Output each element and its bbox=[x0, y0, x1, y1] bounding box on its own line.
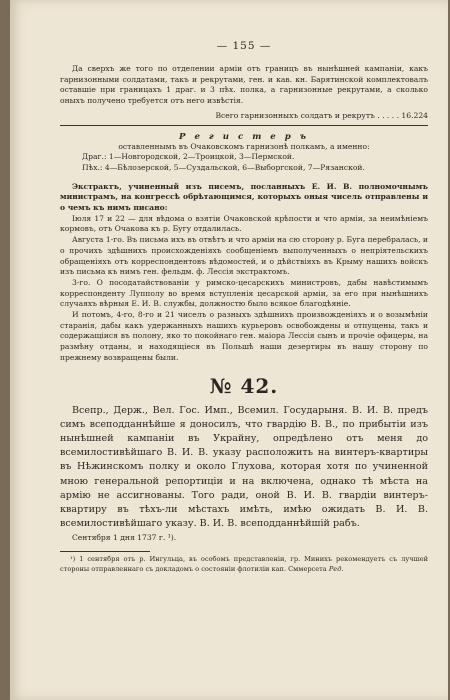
intro-paragraph: Да сверхъ же того по отделении армiи отъ границъ въ нынѣшней кампанiи, какъ гарнизонными солдатами, такъ и рекрутами, ген. и кав. кн. Барятинской комплектовалъ оставшiе при границахъ 1 драг. и 3 пѣх. полка, а гарнизонные рекрутами, а сколько оныхъ получено требуется отъ него извѣстiя. bbox=[60, 64, 428, 106]
letter-date: Сентября 1 дня 1737 г. ¹). bbox=[72, 533, 177, 543]
footnote-text: ¹) 1 сентября отъ р. Ингульца, въ особомъ представленiи, гр. Минихъ рекомендуетъ съ лучшей стороны отправленнаго съ докладомъ о состоянiи флотилiи кап. Сммерсета bbox=[60, 555, 428, 573]
total-line: Всего гарнизонныхъ солдатъ и рекрутъ . . . . . 16.224 bbox=[215, 110, 428, 120]
page-number: — 155 — bbox=[216, 40, 272, 52]
letter-text: Всепр., Держ., Вел. Гос. Имп., Всемил. Государыня. В. И. В. предъ симъ всеподданнѣйше я доносилъ, что гвардiю В. В., по прибытiи изъ нынѣшней кампанiи въ Украйну, опредѣлено отъ меня до всемилостивѣйшаго В. И. В. указу расположить на винтеръ-квартиры въ Нѣжинскомъ полку и около Глухова, которая хотя по учиненной мною генеральной репортицiи и на включена, однако тѣ мѣста на армiю не ассигнованы. Того ради, оной В. И. В. гвардiи винтеръ-квартиру въ тѣхъ-ли мѣстахъ имѣть, имѣю ожидать В. И. В. всемилостивѣйшаго указу. В. И. В. всеподданнѣйшiй рабъ. bbox=[60, 404, 428, 530]
footnote-editor-mark: Ред. bbox=[328, 564, 344, 573]
extract-paragraph: Iюля 17 и 22 — для вѣдома о взятiи Очаковской крѣпости и что армiи, за неимѣнiемъ кормовъ, отъ Очакова къ р. Бугу отдалилась. bbox=[60, 213, 428, 234]
register-title: Р е г и с т е р ъ bbox=[179, 131, 309, 142]
extract-paragraph: 3-го. О посодатайствованiи у римско-цесарскихъ министровъ, дабы навѣстимымъ корреспонденту Лупполу во время вступленiя цесарской армiи, за его при нынѣшнихъ случаяхъ вѣрныя Е. И. В. службы, должностю было всякое благодѣянiе. bbox=[60, 277, 428, 309]
extract-paragraph: И потомъ, 4-го, 8-го и 21 чиселъ о разныхъ здѣшнихъ произвожденiяхъ и о возымѣнiи старанiя, дабы какъ удержанныхъ нашихъ курьеровъ освобождены и отпущены, такъ и содержащiися въ полону, яко то покойнаго ген. маiора Лессiя сынъ и прочiе офицеры, на размѣну отданы, и находящiеся въ Польшѣ наши дезертиры въ нашу сторону по прежнему возвращены были. bbox=[60, 310, 428, 362]
divider-rule bbox=[60, 125, 428, 126]
book-page bbox=[10, 0, 448, 700]
footnote-rule bbox=[60, 551, 150, 552]
register-subtitle: оставленнымъ въ Очаковскомъ гарнизонѣ полкамъ, а именно: bbox=[118, 141, 370, 151]
register-row-infantry: Пѣх.: 4—Бѣлозерской, 5—Суздальской, 6—Выборгской, 7—Рязанской. bbox=[82, 162, 365, 172]
extract-paragraph: Августа 1-го. Въ письма ихъ въ отвѣтъ и что армiи на сю сторону р. Буга перебралась, и о прочихъ здѣшнихъ происхожденiяхъ сообщенiемъ выполученныхъ о непрiятельскихъ обращенiяхъ отъ корреспондентовъ вѣдомостей, и о дѣйствiяхъ въ Крыму нашихъ войскъ изъ письма къ нимъ ген. фельдм. ф. Лессiя экстрактомъ. bbox=[60, 235, 428, 277]
register-row-dragoons: Драг.: 1—Новгородской, 2—Троицкой, 3—Пермской. bbox=[82, 152, 295, 162]
extract-heading: Экстрактъ, учиненный изъ писемъ, посланныхъ Е. И. В. полномочнымъ министрамъ, на конгрессѣ обрѣтающимся, которыхъ оныя чисель отправлены и о чемъ къ нимъ писано: bbox=[60, 181, 428, 213]
footnote bbox=[60, 555, 428, 573]
document-number: № 42. bbox=[209, 373, 279, 398]
page-content bbox=[60, 40, 428, 574]
